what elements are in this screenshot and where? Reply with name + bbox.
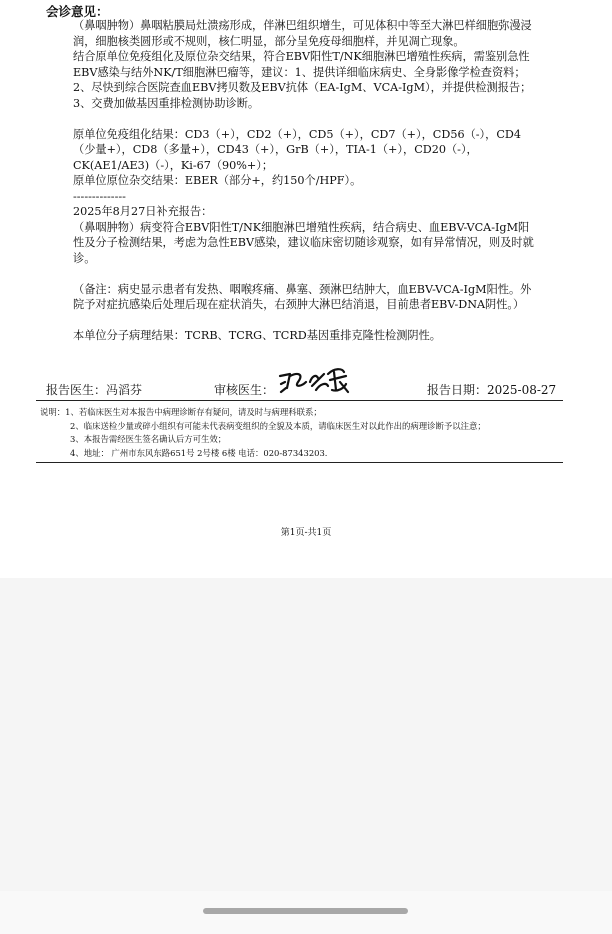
blank-line	[73, 266, 535, 282]
blank-line	[73, 313, 535, 329]
remark-paragraph: （备注：病史显示患者有发热、咽喉疼痛、鼻塞、颈淋巴结肿大，血EBV-VCA-IgM阳性。外院予对症抗感染后处理后现在症状消失，右颈肿大淋巴结消退，目前患者EBV-DNA阴性。）	[73, 282, 532, 311]
report-date: 报告日期：2025-08-27	[427, 383, 557, 397]
divider-line	[36, 462, 563, 463]
handwritten-signature	[276, 362, 356, 400]
consult-content	[73, 18, 535, 344]
consult-paragraph: （鼻咽肿物）鼻咽粘膜局灶溃疡形成，伴淋巴组织增生，可见体积中等至大淋巴样细胞弥漫浸润，细胞核类圆形或不规则，核仁明显，部分呈免疫母细胞样，并见凋亡现象。	[73, 19, 532, 48]
ihc-results: 原单位免疫组化结果：CD3（+），CD2（+），CD5（+），CD7（+），CD56（-），CD4（少量+），CD8（多量+），CD43（+），GrB（+），TIA-1（+），CD20（-），CK(AE1/AE3)（-），Ki-67（90%+）；	[73, 127, 521, 172]
consult-heading: 会诊意见：	[46, 4, 109, 19]
divider-line	[36, 400, 563, 401]
blank-line	[73, 111, 535, 127]
home-indicator[interactable]	[203, 908, 408, 914]
supplement-date: 2025年8月27日补充报告：	[73, 205, 213, 218]
ish-results: 原单位原位杂交结果：EBER（部分+，约150个/HPF）。	[73, 174, 362, 187]
note-item: 说明：1、若临床医生对本报告中病理诊断存有疑问，请及时与病理科联系；	[40, 407, 322, 417]
dashed-separator: --------------	[73, 189, 126, 203]
note-item: 3、本报告需经医生签名确认后方可生效；	[70, 434, 227, 444]
reviewer-label: 审核医生：	[214, 383, 275, 397]
consult-paragraph: 结合原单位免疫组化及原位杂交结果，符合EBV阳性T/NK细胞淋巴增殖性疾病，需鉴别急性EBV感染与结外NK/T细胞淋巴瘤等，建议：1、提供详细临床病史、全身影像学检查资料；2、尽快到综合医院查血EBV拷贝数及EBV抗体（EA-IgM、VCA-IgM），并提供检测报告；3、交费加做基因重排检测协助诊断。	[73, 50, 532, 110]
report-notes	[40, 406, 580, 460]
page-number: 第1页-共1页	[280, 528, 332, 538]
molecular-result: 本单位分子病理结果：TCRB、TCRG、TCRD基因重排克隆性检测阴性。	[73, 329, 441, 342]
supplement-diagnosis: （鼻咽肿物）病变符合EBV阳性T/NK细胞淋巴增殖性疾病，结合病史、血EBV-VCA-IgM阳性及分子检测结果，考虑为急性EBV感染，建议临床密切随诊观察，如有异常情况，则及时就诊。	[73, 220, 534, 265]
report-doctor: 报告医生：冯滔芬	[46, 383, 143, 397]
note-item: 4、地址： 广州市东风东路651号 2号楼 6楼 电话：020-87343203.	[70, 447, 328, 458]
note-item: 2、临床送检少量或碎小组织有可能未代表病变组织的全貌及本质，请临床医生对以此作出的病理诊断予以注意；	[70, 420, 486, 431]
